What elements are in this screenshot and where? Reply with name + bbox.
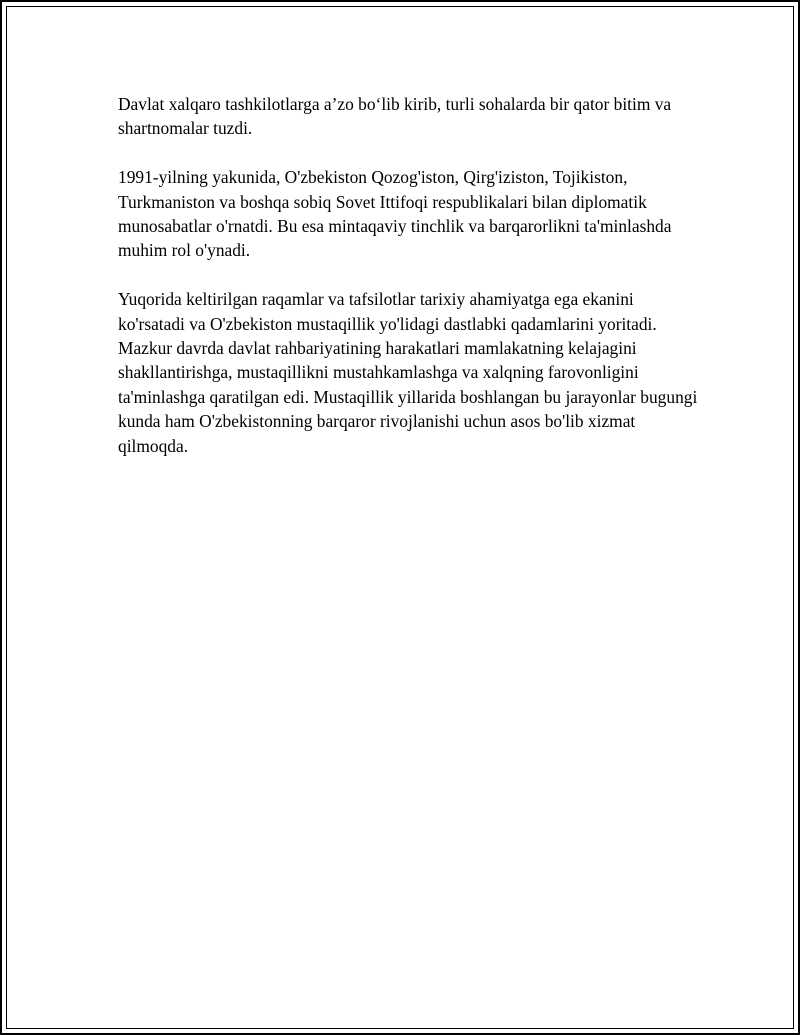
document-body [118, 92, 698, 482]
paragraph-2: 1991-yilning yakunida, O'zbekiston Qozog'iston, Qirg'iziston, Tojikiston, Turkmaniston va boshqa sobiq Sovet Ittifoqi respublikalari bilan diplomatik munosabatlar o'rnatdi. Bu esa mintaqaviy tinchlik va barqarorlikni ta'minlashda muhim rol o'ynadi. [118, 167, 672, 261]
paragraph-1: Davlat xalqaro tashkilotlarga a’zo bo‘lib kirib, turli sohalarda bir qator bitim va shartnomalar tuzdi. [118, 94, 672, 139]
paragraph-3: Yuqorida keltirilgan raqamlar va tafsilotlar tarixiy ahamiyatga ega ekanini ko'rsatadi va O'zbekiston mustaqillik yo'lidagi dastlabki qadamlarini yoritadi. Mazkur davrda davlat rahbariyatining harakatlari mamlakatning kelajagini shakllantirishga, mustaqillikni mustahkamlashga va xalqning farovonligini ta'minlashga qaratilgan edi. Mustaqillik yillarida boshlangan bu jarayonlar bugungi kunda ham O'zbekistonning barqaror rivojlanishi uchun asos bo'lib xizmat qilmoqda. [118, 289, 698, 456]
